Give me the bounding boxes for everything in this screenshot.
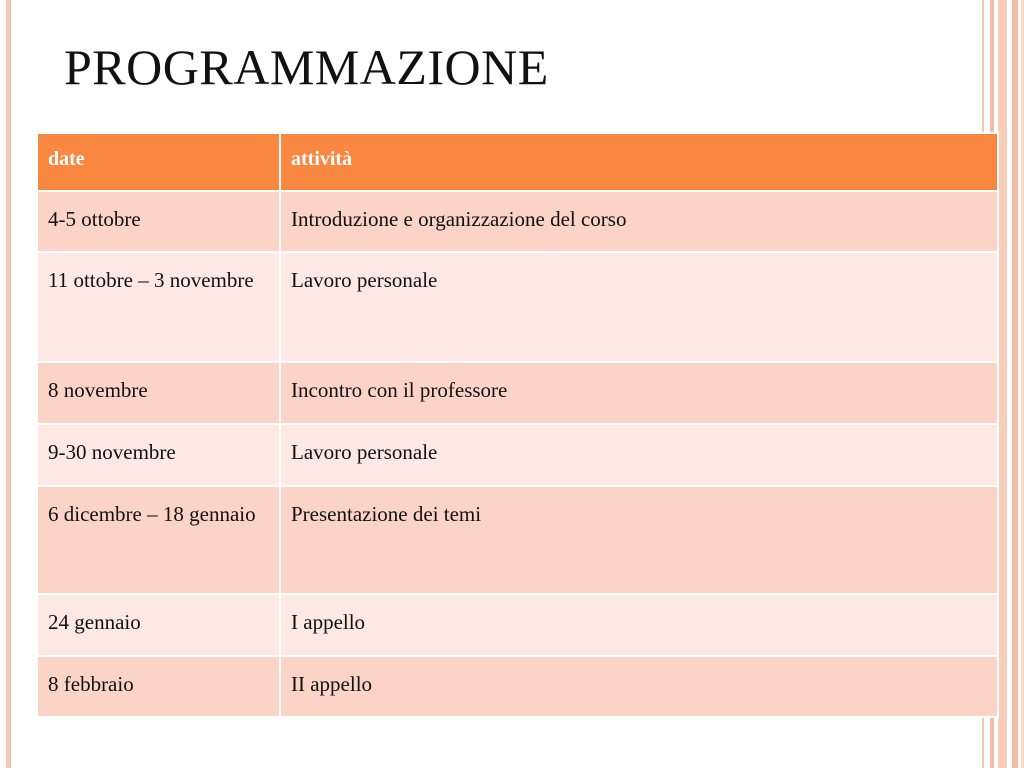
table-row [37, 486, 998, 594]
cell-date: 8 novembre [37, 362, 280, 424]
cell-date: 4-5 ottobre [37, 191, 280, 252]
header-date: date [37, 133, 280, 191]
header-row [37, 133, 998, 191]
cell-activity: Presentazione dei temi [280, 486, 998, 594]
decor-stripe [1012, 0, 1018, 768]
table-header [37, 133, 998, 191]
table-row [37, 362, 998, 424]
decor-stripe [998, 0, 1007, 768]
table-row [37, 424, 998, 486]
cell-activity: Lavoro personale [280, 424, 998, 486]
cell-date: 24 gennaio [37, 594, 280, 656]
header-activity: attività [280, 133, 998, 191]
table-row [37, 656, 998, 717]
cell-date: 6 dicembre – 18 gennaio [37, 486, 280, 594]
cell-activity: Introduzione e organizzazione del corso [280, 191, 998, 252]
cell-date: 9-30 novembre [37, 424, 280, 486]
cell-date: 8 febbraio [37, 656, 280, 717]
cell-activity: I appello [280, 594, 998, 656]
table-body [37, 191, 998, 717]
cell-activity: Lavoro personale [280, 252, 998, 362]
slide-title: PROGRAMMAZIONE [64, 39, 549, 95]
cell-activity: Incontro con il professore [280, 362, 998, 424]
cell-activity: II appello [280, 656, 998, 717]
table-row [37, 252, 998, 362]
schedule-table [36, 132, 999, 718]
left-decorative-line [10, 0, 11, 768]
table-row [37, 191, 998, 252]
table-row [37, 594, 998, 656]
cell-date: 11 ottobre – 3 novembre [37, 252, 280, 362]
